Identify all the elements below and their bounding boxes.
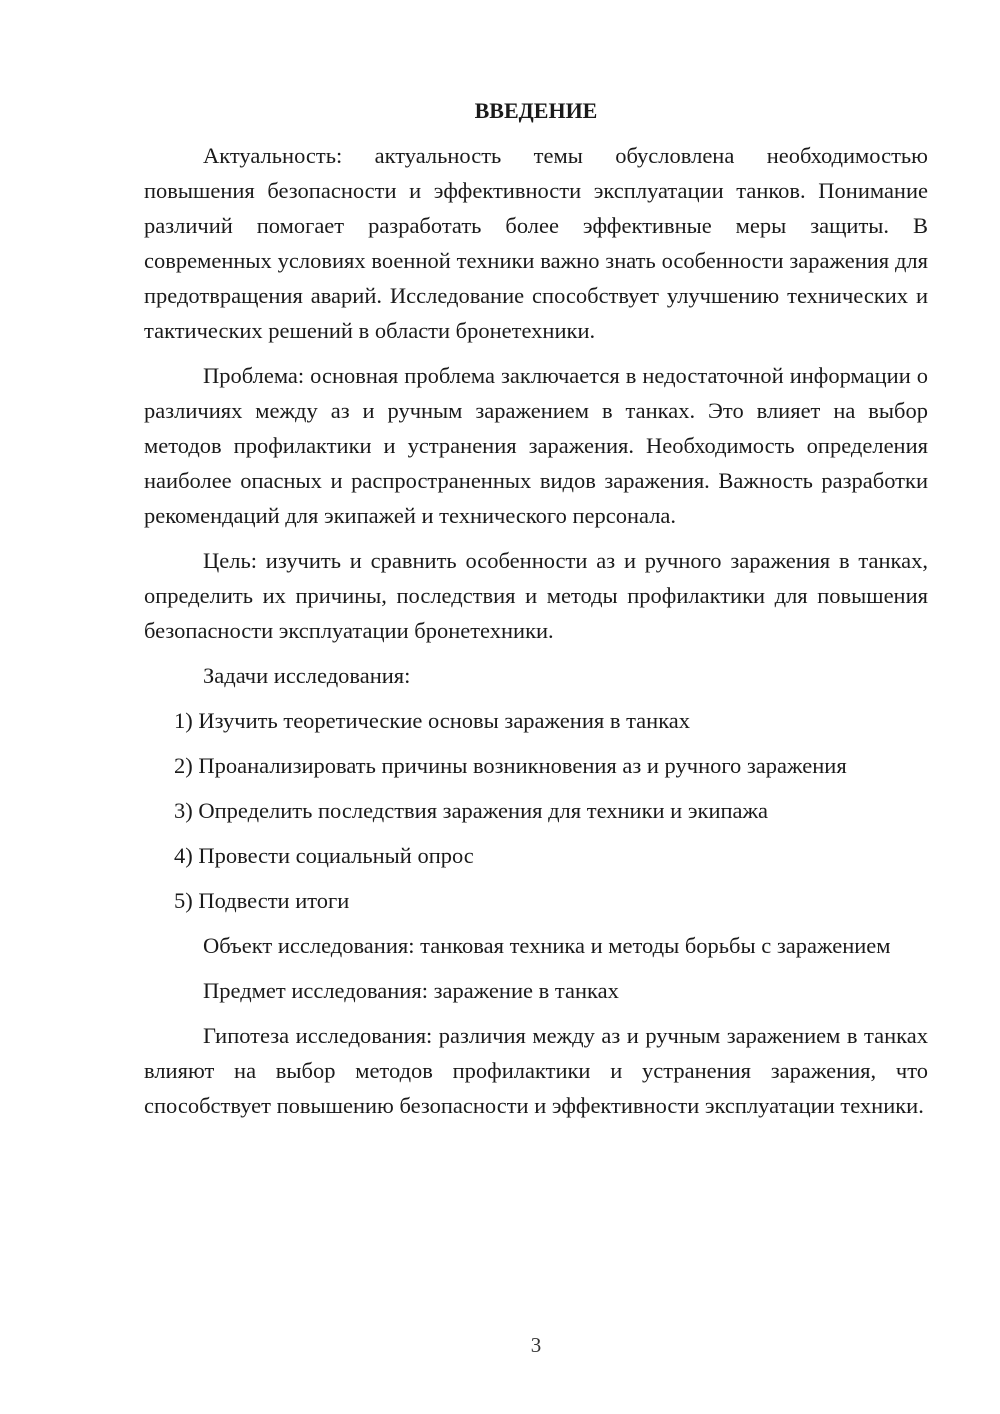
task-item: 5) Подвести итоги: [174, 888, 350, 913]
tasks-heading: Задачи исследования:: [203, 663, 411, 688]
document-title: ВВЕДЕНИЕ: [474, 98, 598, 123]
task-item: 3) Определить последствия заражения для техники и экипажа: [174, 798, 769, 823]
document-page: [144, 96, 928, 1133]
task-item: 1) Изучить теоретические основы заражения в танках: [174, 708, 691, 733]
subject-paragraph: Предмет исследования: заражение в танках: [203, 978, 619, 1003]
object-paragraph: Объект исследования: танковая техника и методы борьбы с заражением: [203, 933, 891, 958]
goal-paragraph: Цель: изучить и сравнить особенности аз и ручного заражения в танках, определить их причины, последствия и методы профилактики для повышения безопасности эксплуатации бронетехники.: [144, 548, 928, 643]
relevance-paragraph: Актуальность: актуальность темы обусловлена необходимостью повышения безопасности и эффективности эксплуатации танков. Понимание различий помогает разработать более эффективные меры защиты. В современных условиях военной техники важно знать особенности заражения для предотвращения аварий. Исследование способствует улучшению технических и тактических решений в области бронетехники.: [144, 143, 928, 343]
problem-paragraph: Проблема: основная проблема заключается в недостаточной информации о различиях между аз и ручным заражением в танках. Это влияет на выбор методов профилактики и устранения заражения. Необходимость определения наиболее опасных и распространенных видов заражения. Важность разработки рекомендаций для экипажей и технического персонала.: [144, 363, 928, 528]
task-item: 4) Провести социальный опрос: [174, 843, 474, 868]
task-item: 2) Проанализировать причины возникновения аз и ручного заражения: [174, 753, 847, 778]
tasks-list: [144, 703, 928, 918]
page-number: 3: [530, 1333, 542, 1357]
hypothesis-paragraph: Гипотеза исследования: различия между аз и ручным заражением в танках влияют на выбор методов профилактики и устранения заражения, что способствует повышению безопасности и эффективности эксплуатации техники.: [144, 1023, 928, 1118]
